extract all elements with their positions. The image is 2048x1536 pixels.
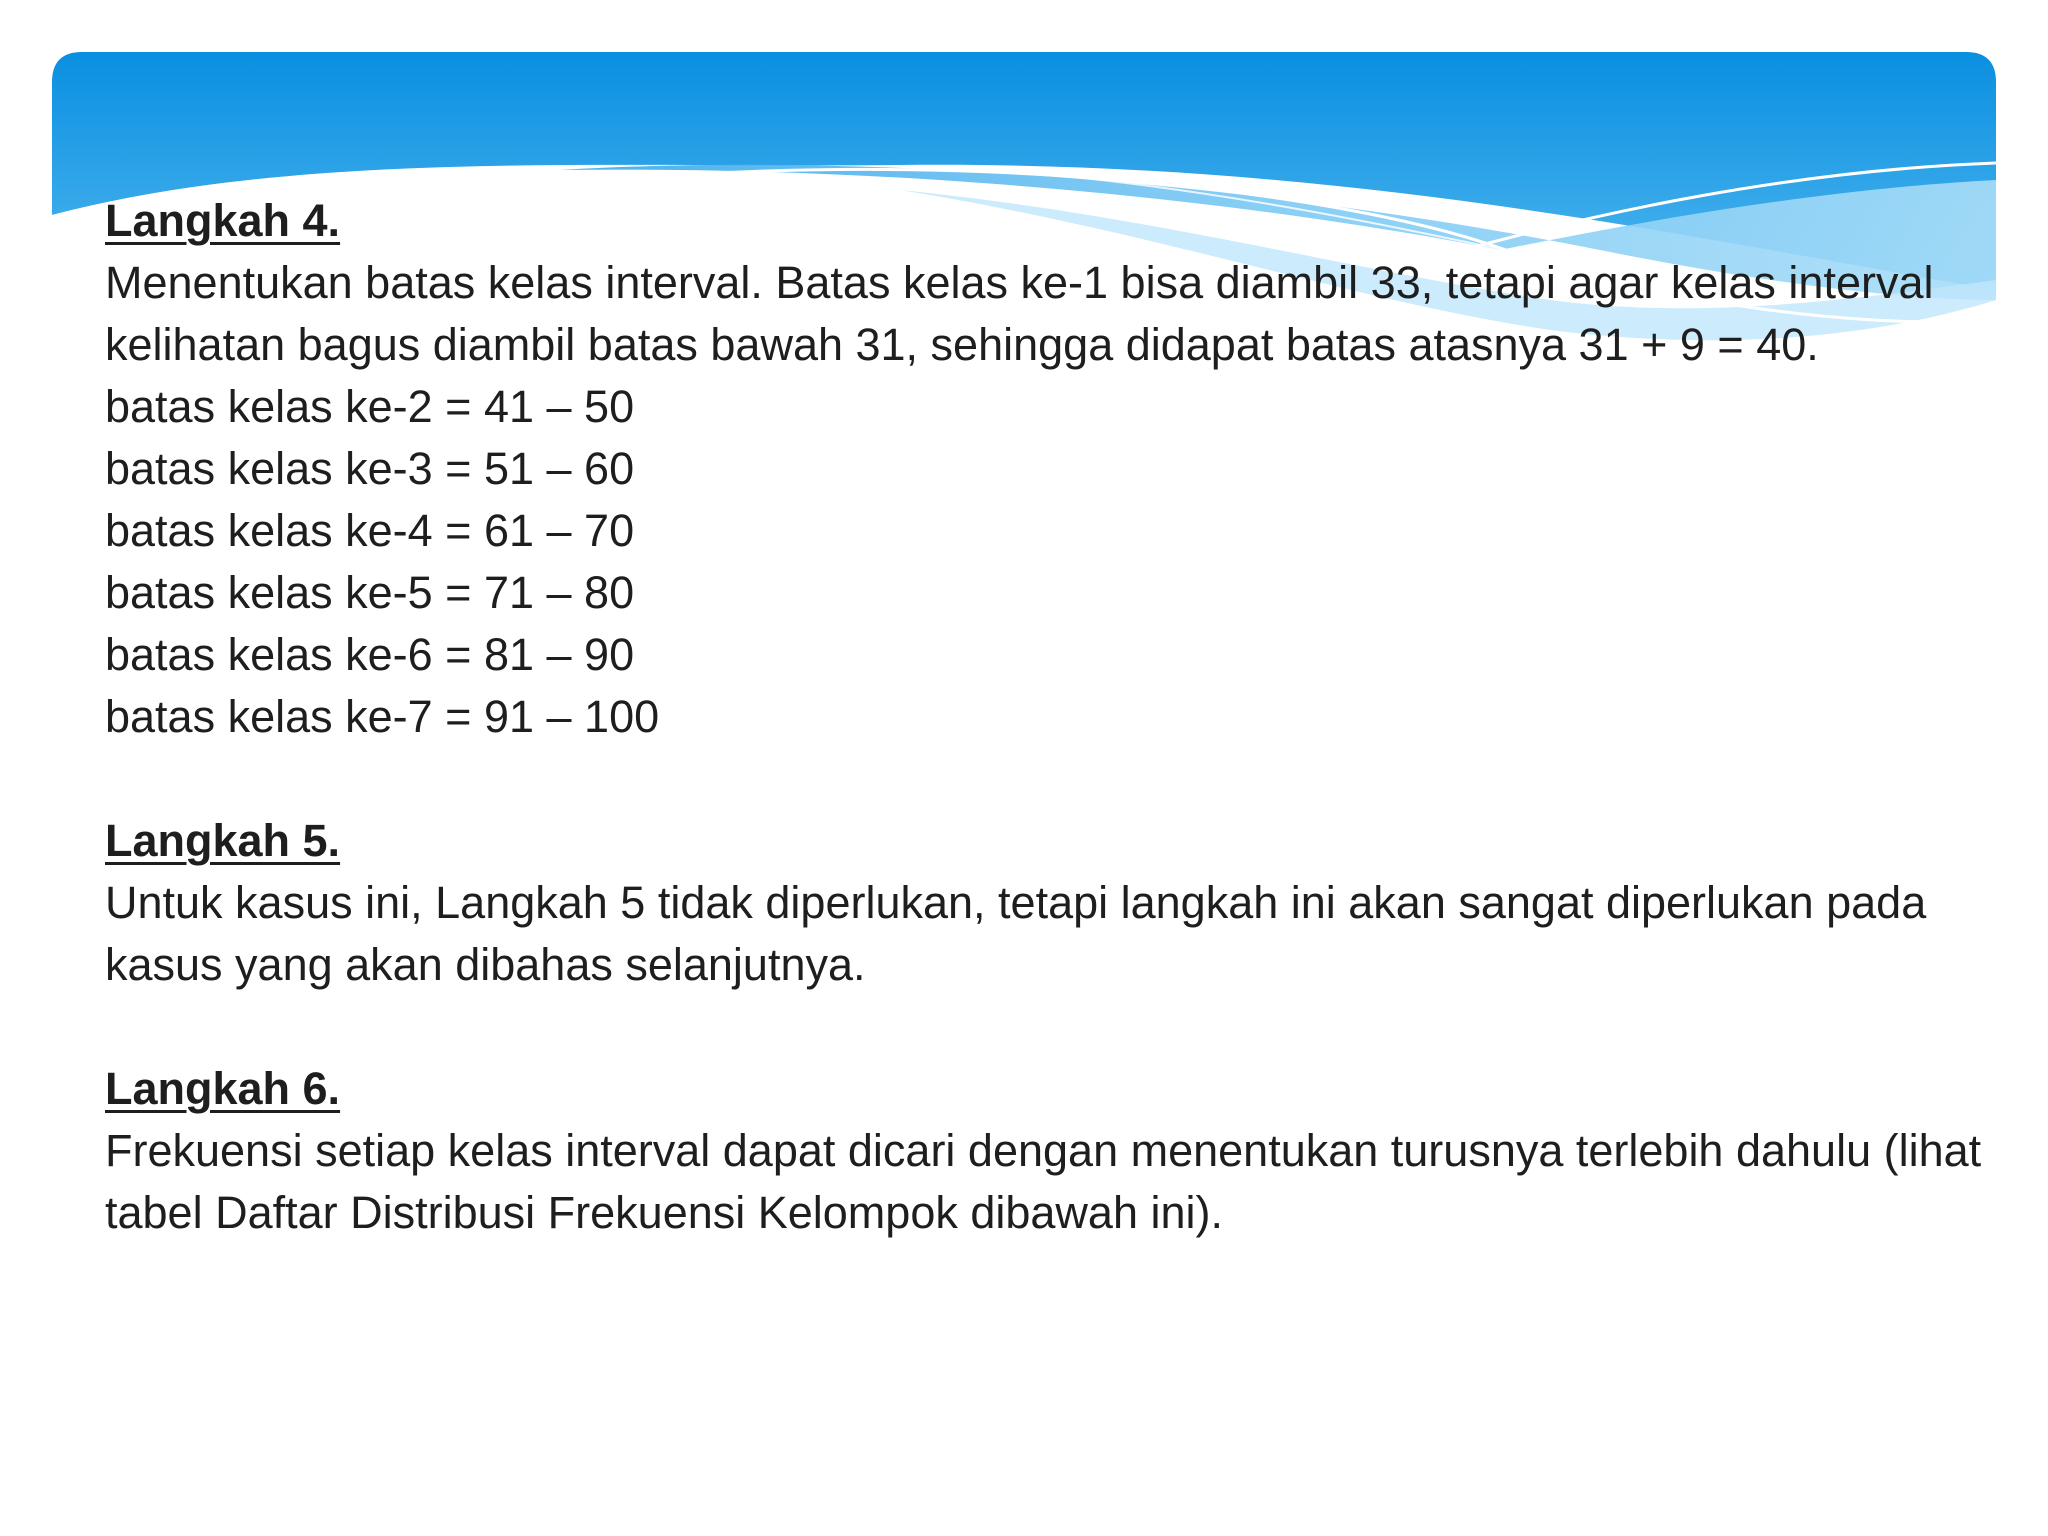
step-4-line: batas kelas ke-2 = 41 – 50 bbox=[105, 381, 635, 432]
step-4-line: batas kelas ke-5 = 71 – 80 bbox=[105, 567, 635, 618]
step-6-paragraph: Frekuensi setiap kelas interval dapat dicari dengan menentukan turusnya terlebih dahulu (lihat tabel Daftar Distribusi Frekuensi Kelompok dibawah ini). bbox=[105, 1125, 1982, 1238]
step-4-paragraph: Menentukan batas kelas interval. Batas kelas ke-1 bisa diambil 33, tetapi agar kelas interval kelihatan bagus diambil batas bawah 31, sehingga didapat batas atasnya 31 + 9 = 40. bbox=[105, 257, 1934, 370]
step-4-line: batas kelas ke-7 = 91 – 100 bbox=[105, 691, 660, 742]
spacer bbox=[105, 996, 1985, 1058]
spacer bbox=[105, 748, 1985, 810]
slide-content bbox=[105, 190, 1985, 1244]
step-4-heading: Langkah 4. bbox=[105, 195, 341, 246]
step-4-line: batas kelas ke-3 = 51 – 60 bbox=[105, 443, 635, 494]
step-4-line: batas kelas ke-6 = 81 – 90 bbox=[105, 629, 635, 680]
step-5-paragraph: Untuk kasus ini, Langkah 5 tidak diperlukan, tetapi langkah ini akan sangat diperlukan pada kasus yang akan dibahas selanjutnya. bbox=[105, 877, 1927, 990]
step-5-heading: Langkah 5. bbox=[105, 815, 341, 866]
step-6-heading: Langkah 6. bbox=[105, 1063, 341, 1114]
step-4-line: batas kelas ke-4 = 61 – 70 bbox=[105, 505, 635, 556]
